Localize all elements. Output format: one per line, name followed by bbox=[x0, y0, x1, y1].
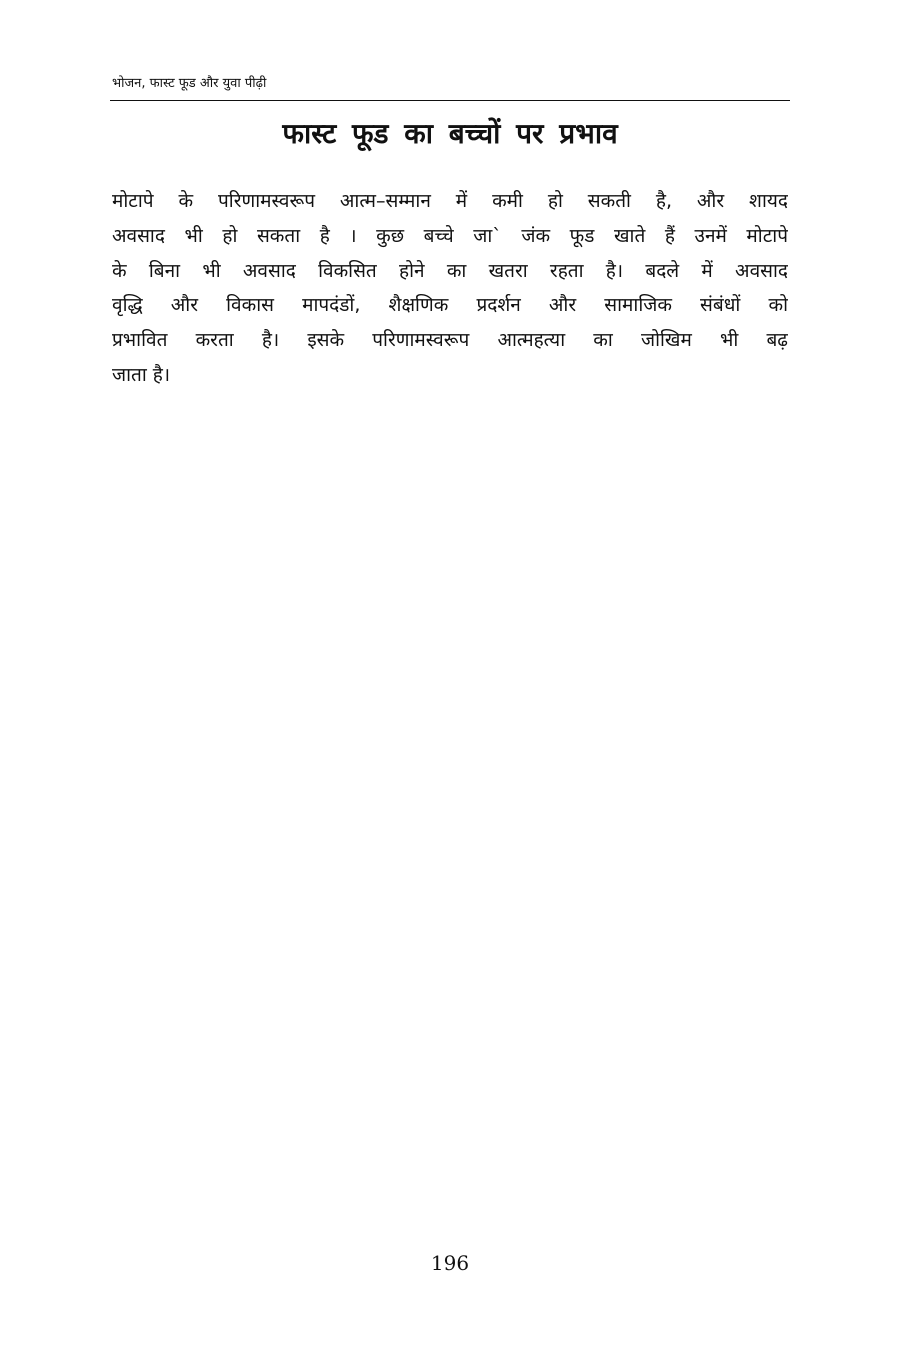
page-number: 196 bbox=[430, 1251, 470, 1275]
running-header: भोजन, फास्ट फूड और युवा पीढ़ी bbox=[112, 76, 267, 91]
header-rule bbox=[110, 100, 790, 101]
body-paragraph bbox=[112, 184, 788, 393]
paragraph-line: मोटापे के परिणामस्वरूप आत्म–सम्मान में कमी हो सकती है, और शायद bbox=[112, 190, 788, 212]
chapter-title: फास्ट फूड का बच्चों पर प्रभाव bbox=[282, 117, 618, 150]
paragraph-line: प्रभावित करता है। इसके परिणामस्वरूप आत्महत्या का जोखिम भी बढ़ bbox=[112, 329, 788, 352]
paragraph-line: अवसाद भी हो सकता है । कुछ बच्चे जा` जंक फूड खाते हैं उनमें मोटापे bbox=[112, 224, 788, 247]
paragraph-line: वृद्धि और विकास मापदंडों, शैक्षणिक प्रदर्शन और सामाजिक संबंधों को bbox=[112, 294, 788, 317]
paragraph-line: के बिना भी अवसाद विकसित होने का खतरा रहता है। बदले में अवसाद bbox=[112, 259, 788, 282]
paragraph-line: जाता है। bbox=[112, 363, 171, 386]
